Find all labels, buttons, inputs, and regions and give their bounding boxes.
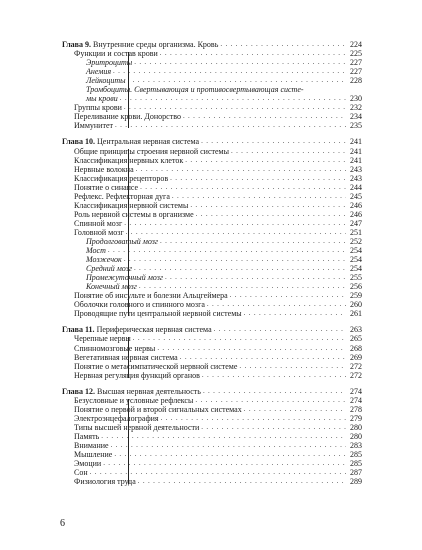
toc-entry-title xyxy=(62,201,188,210)
toc-entry-text: Иммунитет xyxy=(74,121,114,131)
dot-leader xyxy=(185,156,346,165)
toc-page-number: 234 xyxy=(350,112,362,122)
toc-entry xyxy=(62,85,362,94)
toc-entry xyxy=(62,396,362,405)
chapter-section xyxy=(62,387,362,487)
toc-entry-text: Высшая нервная деятельность xyxy=(97,386,201,396)
toc-page-number: 274 xyxy=(350,395,362,405)
toc-entry xyxy=(62,103,362,112)
toc-page-number: 254 xyxy=(350,264,362,274)
toc-page-number: 224 xyxy=(350,40,362,49)
toc-page-number: 252 xyxy=(350,236,362,246)
toc-entry-text: Внимание xyxy=(74,440,109,450)
dot-leader xyxy=(231,147,346,156)
toc-entry-title xyxy=(62,192,170,201)
toc-page-number: 232 xyxy=(350,103,362,113)
page-number: 6 xyxy=(60,518,65,529)
toc-entry xyxy=(62,334,362,343)
toc-entry xyxy=(62,165,362,174)
toc-entry-text: Общие принципы строения нервной системы xyxy=(74,146,229,156)
toc-page-number: 287 xyxy=(350,468,362,478)
toc-entry-title xyxy=(62,371,200,380)
dot-leader xyxy=(108,246,346,255)
toc-entry-text: Продолговатый мозг xyxy=(86,236,158,246)
toc-entry xyxy=(62,282,362,291)
toc-entry-title xyxy=(62,423,199,432)
toc-entry-title xyxy=(62,450,112,459)
toc-entry-title xyxy=(62,147,229,156)
toc-page-number: 280 xyxy=(350,422,362,432)
dot-leader xyxy=(183,112,346,121)
dot-leader xyxy=(165,273,346,282)
chapter-divider-line xyxy=(128,337,129,377)
toc-entry xyxy=(62,67,362,76)
dot-leader xyxy=(230,291,346,300)
toc-entry-text: Память xyxy=(74,431,100,441)
toc-entry-title xyxy=(62,121,113,130)
dot-leader xyxy=(111,441,346,450)
toc-page-number: 268 xyxy=(350,343,362,353)
toc-page-number: 265 xyxy=(350,334,362,344)
toc-entry xyxy=(62,432,362,441)
toc-page-number: 225 xyxy=(350,49,362,59)
toc-entry-title xyxy=(62,156,183,165)
toc-entry-text: Эмоции xyxy=(74,459,102,469)
toc-entry-text: Анемия xyxy=(86,67,112,77)
toc-entry-text: Понятие о первой и второй сигнальных системах xyxy=(74,404,242,414)
toc-entry-text: Периферическая нервная система xyxy=(96,325,212,335)
dot-leader xyxy=(244,309,346,318)
toc-entry-title xyxy=(62,228,124,237)
toc-page-number: 283 xyxy=(350,440,362,450)
dot-leader xyxy=(180,353,346,362)
toc-entry-text: Нервные волокна xyxy=(74,164,134,174)
toc-page-number: 272 xyxy=(350,370,362,380)
toc-entry-text: Центральная нервная система xyxy=(97,137,200,147)
toc-entry-title xyxy=(62,255,122,264)
dot-leader xyxy=(136,165,346,174)
toc-entry-text: Физиология труда xyxy=(74,477,136,487)
chapter-section xyxy=(62,137,362,318)
dot-leader xyxy=(161,414,346,423)
toc-page-number: 241 xyxy=(350,137,362,147)
toc-entry-text: Оболочки головного и спинного мозга xyxy=(74,300,205,310)
toc-entry-title xyxy=(62,477,136,486)
dot-leader xyxy=(220,40,346,49)
toc-entry-text: Внутренние среды организма. Кровь xyxy=(93,40,219,49)
toc-page-number: 285 xyxy=(350,450,362,460)
toc-entry-text: Понятие об инсульте и болезни Альцгеймера xyxy=(74,291,228,301)
toc-entry-title xyxy=(62,76,126,85)
toc-page-number: 251 xyxy=(350,227,362,237)
dot-leader xyxy=(195,396,346,405)
toc-entry xyxy=(62,405,362,414)
dot-leader xyxy=(126,228,346,237)
toc-page-number: 263 xyxy=(350,325,362,335)
toc-entry xyxy=(62,344,362,353)
toc-entry-title xyxy=(62,137,199,146)
toc-entry-title xyxy=(62,309,242,318)
dot-leader xyxy=(201,137,346,146)
dot-leader xyxy=(160,237,346,246)
dot-leader xyxy=(202,371,346,380)
toc-entry xyxy=(62,237,362,246)
toc-page-number: 235 xyxy=(350,121,362,131)
toc-entry xyxy=(62,201,362,210)
toc-entry-text: Функции и состав крови xyxy=(74,49,158,59)
toc-entry xyxy=(62,414,362,423)
toc-page-number: 243 xyxy=(350,173,362,183)
dot-leader xyxy=(157,344,346,353)
dot-leader xyxy=(114,450,346,459)
toc-page-number: 261 xyxy=(350,309,362,319)
chapter-divider-line xyxy=(128,52,129,128)
dot-leader xyxy=(207,300,346,309)
toc-entry xyxy=(62,468,362,477)
dot-leader xyxy=(244,405,346,414)
dot-leader xyxy=(134,264,346,273)
toc-page-number: 274 xyxy=(350,386,362,396)
toc-page-number: 269 xyxy=(350,352,362,362)
toc-entry-text: Средний мозг xyxy=(86,264,132,274)
toc-entry-text: Понятие о синапсе xyxy=(74,182,139,192)
chapter-section xyxy=(62,325,362,379)
toc-entry-text: Мост xyxy=(86,246,106,256)
toc-entry-title xyxy=(62,344,155,353)
toc-page-number: 259 xyxy=(350,291,362,301)
toc-entry xyxy=(62,137,362,146)
toc-page-number: 279 xyxy=(350,413,362,423)
toc-entry xyxy=(62,291,362,300)
toc-entry-text: Классификация нервных клеток xyxy=(74,155,184,165)
toc-entry xyxy=(62,228,362,237)
toc-page-number: 255 xyxy=(350,273,362,283)
toc-page-number: 241 xyxy=(350,146,362,156)
dot-leader xyxy=(134,58,346,67)
toc-page-number: 289 xyxy=(350,477,362,487)
dot-leader xyxy=(172,192,346,201)
toc-entry xyxy=(62,147,362,156)
toc-entry-title xyxy=(62,353,178,362)
toc-entry-text: Спинномозговые нервы xyxy=(74,343,156,353)
toc-page-number: 278 xyxy=(350,404,362,414)
toc-entry-title xyxy=(62,387,201,396)
toc-entry-text: Переливание крови. Донорство xyxy=(74,112,181,122)
toc-entry xyxy=(62,174,362,183)
toc-page-number: 272 xyxy=(350,361,362,371)
toc-entry-text: Нервная регуляция функций органов xyxy=(74,370,200,380)
chapter-divider-line xyxy=(128,399,129,485)
toc-entry-text: Безусловные и условные рефлексы xyxy=(74,395,194,405)
toc-entry-title xyxy=(62,414,159,423)
chapter-section xyxy=(62,40,362,130)
toc-entry-title xyxy=(62,174,168,183)
chapter-label: Глава 9. xyxy=(62,40,91,49)
toc-entry xyxy=(62,58,362,67)
chapter-divider-line xyxy=(128,149,129,316)
dot-leader xyxy=(139,282,346,291)
toc-page-number: 244 xyxy=(350,182,362,192)
dot-leader xyxy=(103,459,346,468)
toc-entry xyxy=(62,273,362,282)
dot-leader xyxy=(214,325,346,334)
toc-entry xyxy=(62,183,362,192)
toc-entry xyxy=(62,362,362,371)
toc-entry-title xyxy=(62,246,106,255)
toc-entry-title xyxy=(62,459,101,468)
toc-entry-text: Мозжечок xyxy=(86,255,122,265)
toc-page-number: 246 xyxy=(350,200,362,210)
toc-page-number: 260 xyxy=(350,300,362,310)
toc-entry-title xyxy=(62,40,218,49)
toc-entry-title xyxy=(62,165,134,174)
toc-entry xyxy=(62,210,362,219)
toc-entry-text: мы крови xyxy=(86,94,118,104)
toc-entry-text: Роль нервной системы в организме xyxy=(74,209,194,219)
toc-entry-title xyxy=(62,94,118,103)
toc-entry xyxy=(62,156,362,165)
toc-entry-title xyxy=(62,264,132,273)
toc-entry xyxy=(62,300,362,309)
toc-entry-text: Конечный мозг xyxy=(86,282,137,292)
dot-leader xyxy=(133,334,346,343)
dot-leader xyxy=(239,362,346,371)
toc-entry xyxy=(62,255,362,264)
toc-entry-title xyxy=(62,58,132,67)
toc-entry-title xyxy=(62,67,111,76)
toc-page-number: 247 xyxy=(350,218,362,228)
toc-page-number: 228 xyxy=(350,76,362,86)
toc-entry-text: Группы крови xyxy=(74,103,122,113)
dot-leader xyxy=(138,477,346,486)
dot-leader xyxy=(140,183,346,192)
toc-entry-title xyxy=(62,468,88,477)
toc-entry xyxy=(62,450,362,459)
toc-entry-title xyxy=(62,362,237,371)
toc-entry-text: Лейкоциты xyxy=(86,76,126,86)
dot-leader xyxy=(124,219,346,228)
toc-entry xyxy=(62,423,362,432)
toc-entry-text: Промежуточный мозг xyxy=(86,273,163,283)
toc-entry-text: Классификация рецепторов xyxy=(74,173,169,183)
toc-entry-title xyxy=(62,273,163,282)
toc-page-number: 230 xyxy=(350,94,362,104)
dot-leader xyxy=(160,49,346,58)
toc-page-number: 254 xyxy=(350,246,362,256)
toc-entry xyxy=(62,76,362,85)
toc-entry-text: Тромбоциты. Свертывающая и противосвертывающая систе- xyxy=(86,85,304,95)
toc-entry-title xyxy=(62,441,109,450)
toc-entry-title xyxy=(62,112,181,121)
toc-entry-text: Электроэнцефалография xyxy=(74,413,159,423)
table-of-contents xyxy=(62,40,362,486)
toc-entry xyxy=(62,94,362,103)
toc-entry-text: Мышление xyxy=(74,450,113,460)
toc-page-number: 256 xyxy=(350,282,362,292)
toc-entry-text: Головной мозг xyxy=(74,227,124,237)
toc-entry-title xyxy=(62,300,205,309)
toc-entry-title xyxy=(62,405,242,414)
chapter-label: Глава 11. xyxy=(62,325,95,335)
toc-page-number: 254 xyxy=(350,255,362,265)
toc-entry xyxy=(62,246,362,255)
dot-leader xyxy=(190,201,346,210)
toc-entry-title xyxy=(62,85,304,94)
dot-leader xyxy=(201,423,346,432)
dot-leader xyxy=(120,94,346,103)
toc-entry-text: Черепные нервы xyxy=(74,334,131,344)
toc-entry xyxy=(62,49,362,58)
dot-leader xyxy=(124,255,346,264)
toc-entry xyxy=(62,459,362,468)
toc-entry-text: Проводящие пути центральной нервной системы xyxy=(74,309,242,319)
toc-entry-title xyxy=(62,291,228,300)
toc-entry xyxy=(62,264,362,273)
dot-leader xyxy=(128,76,346,85)
toc-entry-text: Сон xyxy=(74,468,88,478)
toc-entry-title xyxy=(62,219,122,228)
toc-entry xyxy=(62,353,362,362)
toc-page-number: 280 xyxy=(350,431,362,441)
toc-entry-title xyxy=(62,325,212,334)
toc-entry-text: Типы высшей нервной деятельности xyxy=(74,422,200,432)
toc-page-number: 241 xyxy=(350,155,362,165)
dot-leader xyxy=(115,121,346,130)
toc-page-number: 227 xyxy=(350,67,362,77)
toc-entry-text: Рефлекс. Рефлекторная дуга xyxy=(74,191,170,201)
toc-page-number: 227 xyxy=(350,58,362,68)
toc-entry xyxy=(62,477,362,486)
toc-page-number: 245 xyxy=(350,191,362,201)
toc-entry-title xyxy=(62,432,99,441)
toc-entry-title xyxy=(62,237,158,246)
toc-entry-title xyxy=(62,103,122,112)
toc-entry xyxy=(62,441,362,450)
dot-leader xyxy=(203,387,346,396)
toc-page-number: 285 xyxy=(350,459,362,469)
toc-entry-text: Классификация нервной системы xyxy=(74,200,189,210)
toc-entry xyxy=(62,371,362,380)
dot-leader xyxy=(113,67,346,76)
toc-entry xyxy=(62,219,362,228)
toc-entry-title xyxy=(62,183,138,192)
dot-leader xyxy=(124,103,346,112)
toc-entry xyxy=(62,40,362,49)
chapter-label: Глава 10. xyxy=(62,137,95,147)
toc-entry-title xyxy=(62,49,158,58)
toc-entry xyxy=(62,325,362,334)
toc-entry-title xyxy=(62,282,137,291)
toc-entry xyxy=(62,309,362,318)
chapter-label: Глава 12. xyxy=(62,386,95,396)
toc-entry xyxy=(62,112,362,121)
toc-entry xyxy=(62,121,362,130)
toc-page-number: 246 xyxy=(350,209,362,219)
toc-entry xyxy=(62,387,362,396)
toc-entry-text: Эритроциты xyxy=(86,58,133,68)
dot-leader xyxy=(101,432,346,441)
dot-leader xyxy=(170,174,346,183)
toc-entry-title xyxy=(62,334,131,343)
toc-entry-text: Понятие о метасимпатической нервной системе xyxy=(74,361,238,371)
toc-entry xyxy=(62,192,362,201)
toc-entry-text: Спинной мозг xyxy=(74,218,123,228)
toc-entry-text: Вегетативная нервная система xyxy=(74,352,178,362)
toc-page-number: 243 xyxy=(350,164,362,174)
dot-leader xyxy=(196,210,346,219)
